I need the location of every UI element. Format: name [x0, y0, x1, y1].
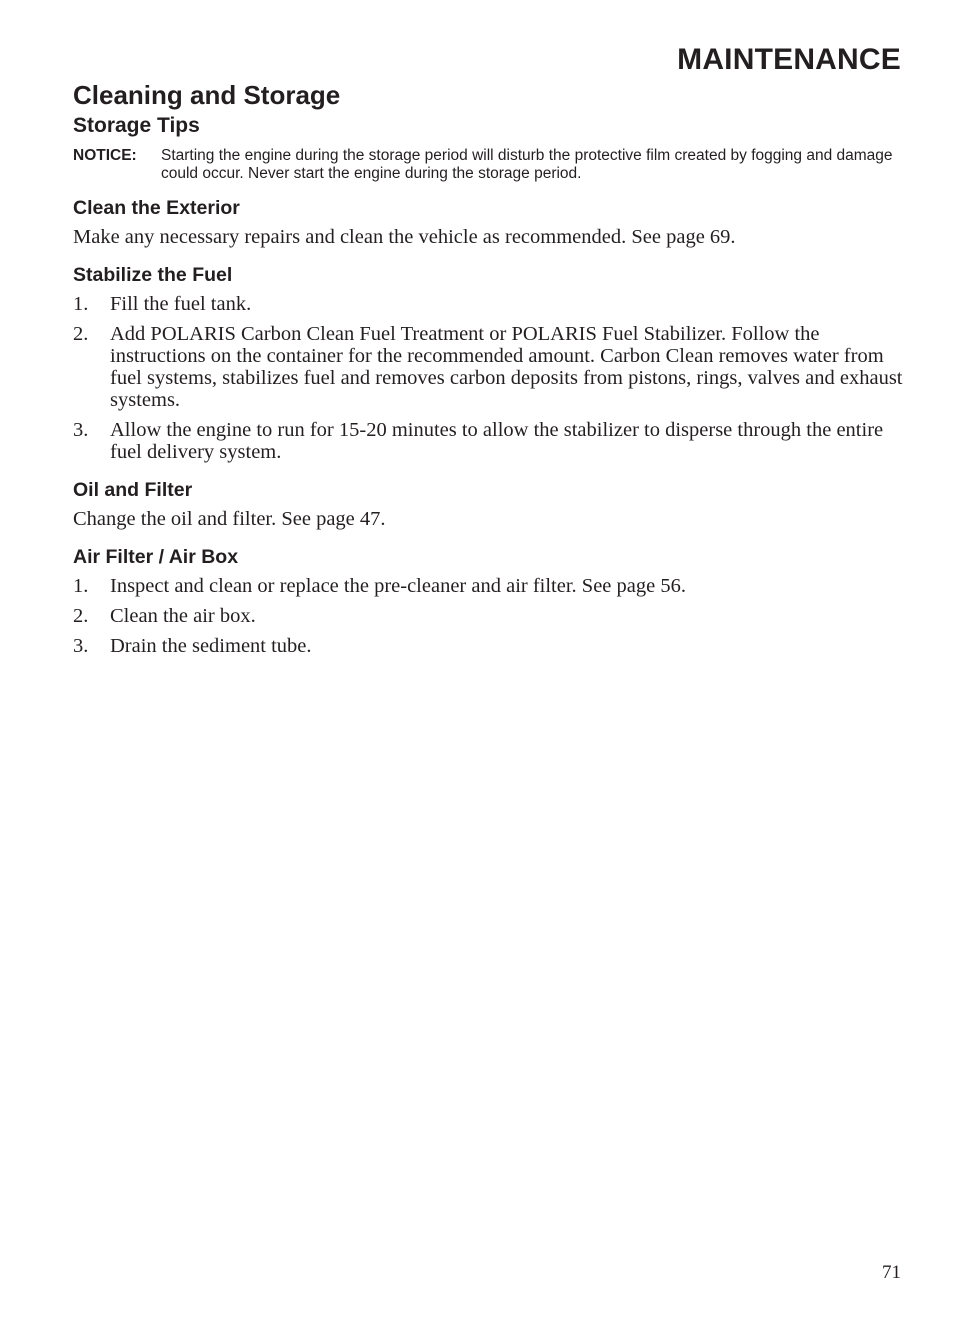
section-heading: Oil and Filter — [73, 479, 193, 501]
section-stabilize-fuel — [73, 262, 903, 463]
list-item — [73, 323, 903, 411]
list-item-number: 3. — [73, 419, 89, 441]
list-item-number: 1. — [73, 293, 89, 315]
fuel-steps-list — [73, 293, 903, 463]
list-item-number: 1. — [73, 575, 89, 597]
list-item-text: Fill the fuel tank. — [110, 293, 252, 315]
chapter-title: MAINTENANCE — [677, 43, 901, 76]
notice-text: Starting the engine during the storage period will disturb the protective film created by fogging and damage could occur. Never start the engine during the storage period. — [161, 147, 893, 182]
section-oil-filter — [73, 477, 903, 530]
list-item-number: 2. — [73, 605, 89, 627]
list-item — [73, 419, 903, 463]
list-item — [73, 575, 903, 597]
notice-block — [73, 147, 903, 183]
list-item-text: Allow the engine to run for 15-20 minutes to allow the stabilizer to disperse through the entire fuel delivery system. — [110, 419, 884, 463]
section-clean-exterior — [73, 195, 903, 248]
section-air-filter — [73, 544, 903, 657]
section-paragraph: Change the oil and filter. See page 47. — [73, 508, 386, 530]
page-content — [73, 78, 903, 657]
list-item-text: Drain the sediment tube. — [110, 635, 312, 657]
list-item-text: Inspect and clean or replace the pre-cleaner and air filter. See page 56. — [110, 575, 686, 597]
subsection-title: Storage Tips — [73, 114, 200, 137]
page-number: 71 — [882, 1262, 901, 1283]
section-heading: Stabilize the Fuel — [73, 264, 233, 286]
section-paragraph: Make any necessary repairs and clean the vehicle as recommended. See page 69. — [73, 226, 736, 248]
list-item-number: 3. — [73, 635, 89, 657]
section-title: Cleaning and Storage — [73, 80, 341, 110]
section-heading: Air Filter / Air Box — [73, 546, 239, 568]
list-item — [73, 635, 903, 657]
list-item — [73, 605, 903, 627]
airbox-steps-list — [73, 575, 903, 657]
list-item-text: Add POLARIS Carbon Clean Fuel Treatment or POLARIS Fuel Stabilizer. Follow the instructions on the container for the recommended amount. Carbon Clean removes water from fuel systems, stabilizes fuel and removes carbon deposits from pistons, rings, valves and exhaust systems. — [110, 323, 903, 411]
notice-label: NOTICE: — [73, 147, 137, 164]
list-item-number: 2. — [73, 323, 89, 345]
list-item-text: Clean the air box. — [110, 605, 256, 627]
section-heading: Clean the Exterior — [73, 197, 240, 219]
list-item — [73, 293, 903, 315]
